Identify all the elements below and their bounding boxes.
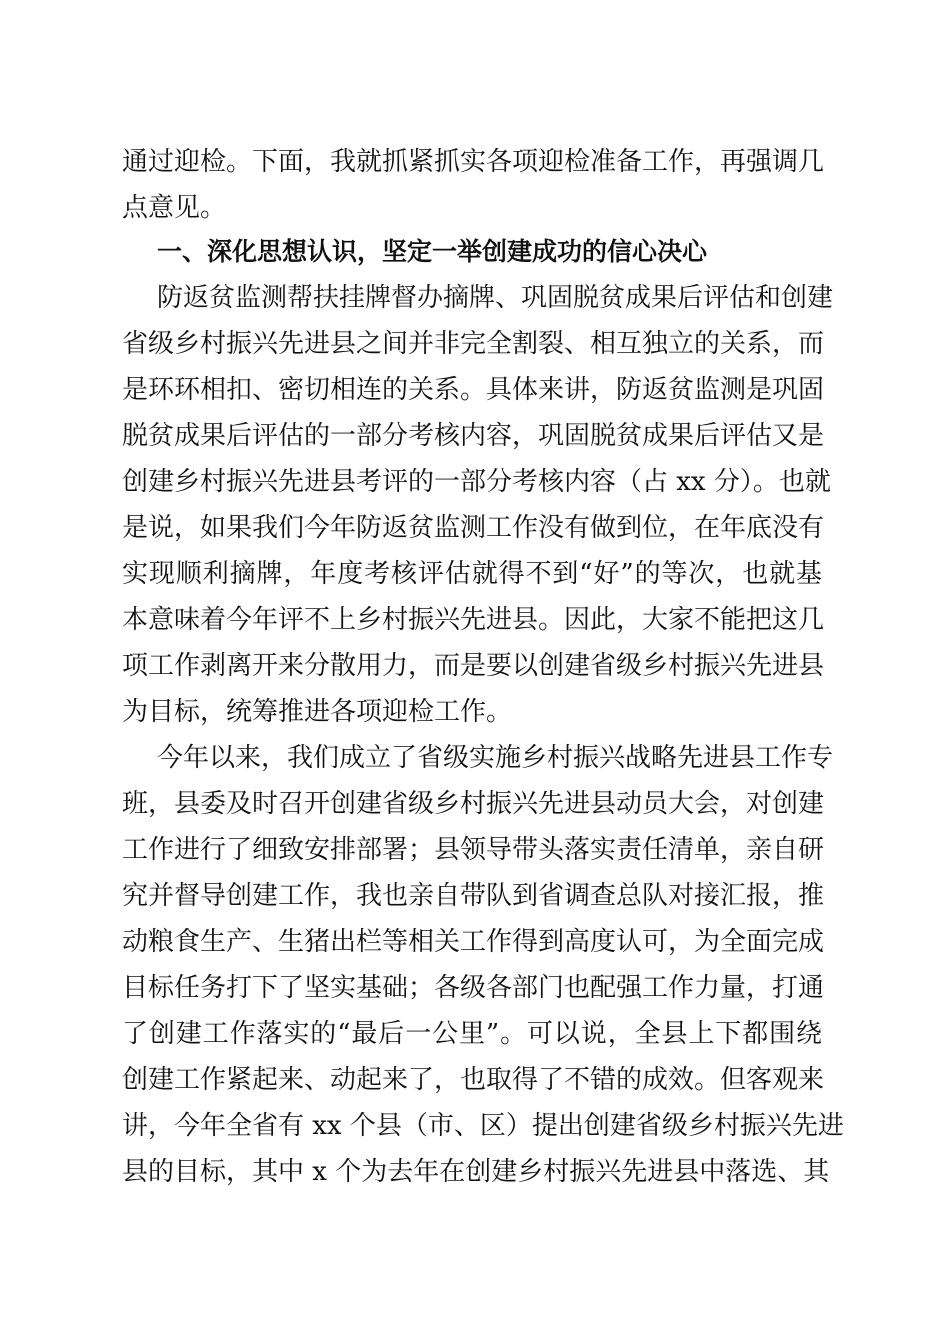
text-line: 目标任务打下了坚实基础；各级各部门也配强工作力量，打通 [122, 973, 825, 1003]
text-line: 是说，如果我们今年防返贫监测工作没有做到位，在年底没有 [122, 513, 825, 543]
text-line: 实现顺利摘牌，年度考核评估就得不到“好”的等次，也就基 [122, 559, 822, 589]
text-line: 讲，今年全省有 xx 个县（市、区）提出创建省级乡村振兴先进 [122, 1111, 844, 1141]
text-line: 创建乡村振兴先进县考评的一部分考核内容（占 xx 分）。也就 [122, 467, 831, 497]
text-line: 动粮食生产、生猪出栏等相关工作得到高度认可，为全面完成 [122, 927, 825, 957]
text-line: 通过迎检。下面，我就抓紧抓实各项迎检准备工作，再强调几 [122, 147, 825, 177]
text-line: 防返贫监测帮扶挂牌督办摘牌、巩固脱贫成果后评估和创建 [157, 283, 834, 313]
text-line: 项工作剥离开来分散用力，而是要以创建省级乡村振兴先进县 [122, 651, 825, 681]
text-line: 县的目标，其中 x 个为去年在创建乡村振兴先进县中落选、其 [122, 1157, 830, 1187]
text-line: 工作进行了细致安排部署；县领导带头落实责任清单，亲自研 [122, 835, 825, 865]
text-line: 点意见。 [122, 193, 227, 223]
text-line: 今年以来，我们成立了省级实施乡村振兴战略先进县工作专 [157, 743, 834, 773]
section-heading: 一、深化思想认识，坚定一举创建成功的信心决心 [157, 237, 708, 266]
text-line: 了创建工作落实的“最后一公里”。可以说，全县上下都围绕 [122, 1019, 822, 1049]
text-line: 省级乡村振兴先进县之间并非完全割裂、相互独立的关系，而 [122, 329, 825, 359]
text-line: 脱贫成果后评估的一部分考核内容，巩固脱贫成果后评估又是 [122, 421, 825, 451]
text-line: 班，县委及时召开创建省级乡村振兴先进县动员大会，对创建 [122, 789, 825, 819]
text-line: 本意味着今年评不上乡村振兴先进县。因此，大家不能把这几 [122, 605, 825, 635]
text-line: 是环环相扣、密切相连的关系。具体来讲，防返贫监测是巩固 [122, 375, 825, 405]
text-line: 创建工作紧起来、动起来了，也取得了不错的成效。但客观来 [122, 1065, 825, 1095]
text-line: 究并督导创建工作，我也亲自带队到省调查总队对接汇报，推 [122, 881, 825, 911]
text-line: 为目标，统筹推进各项迎检工作。 [122, 697, 513, 727]
